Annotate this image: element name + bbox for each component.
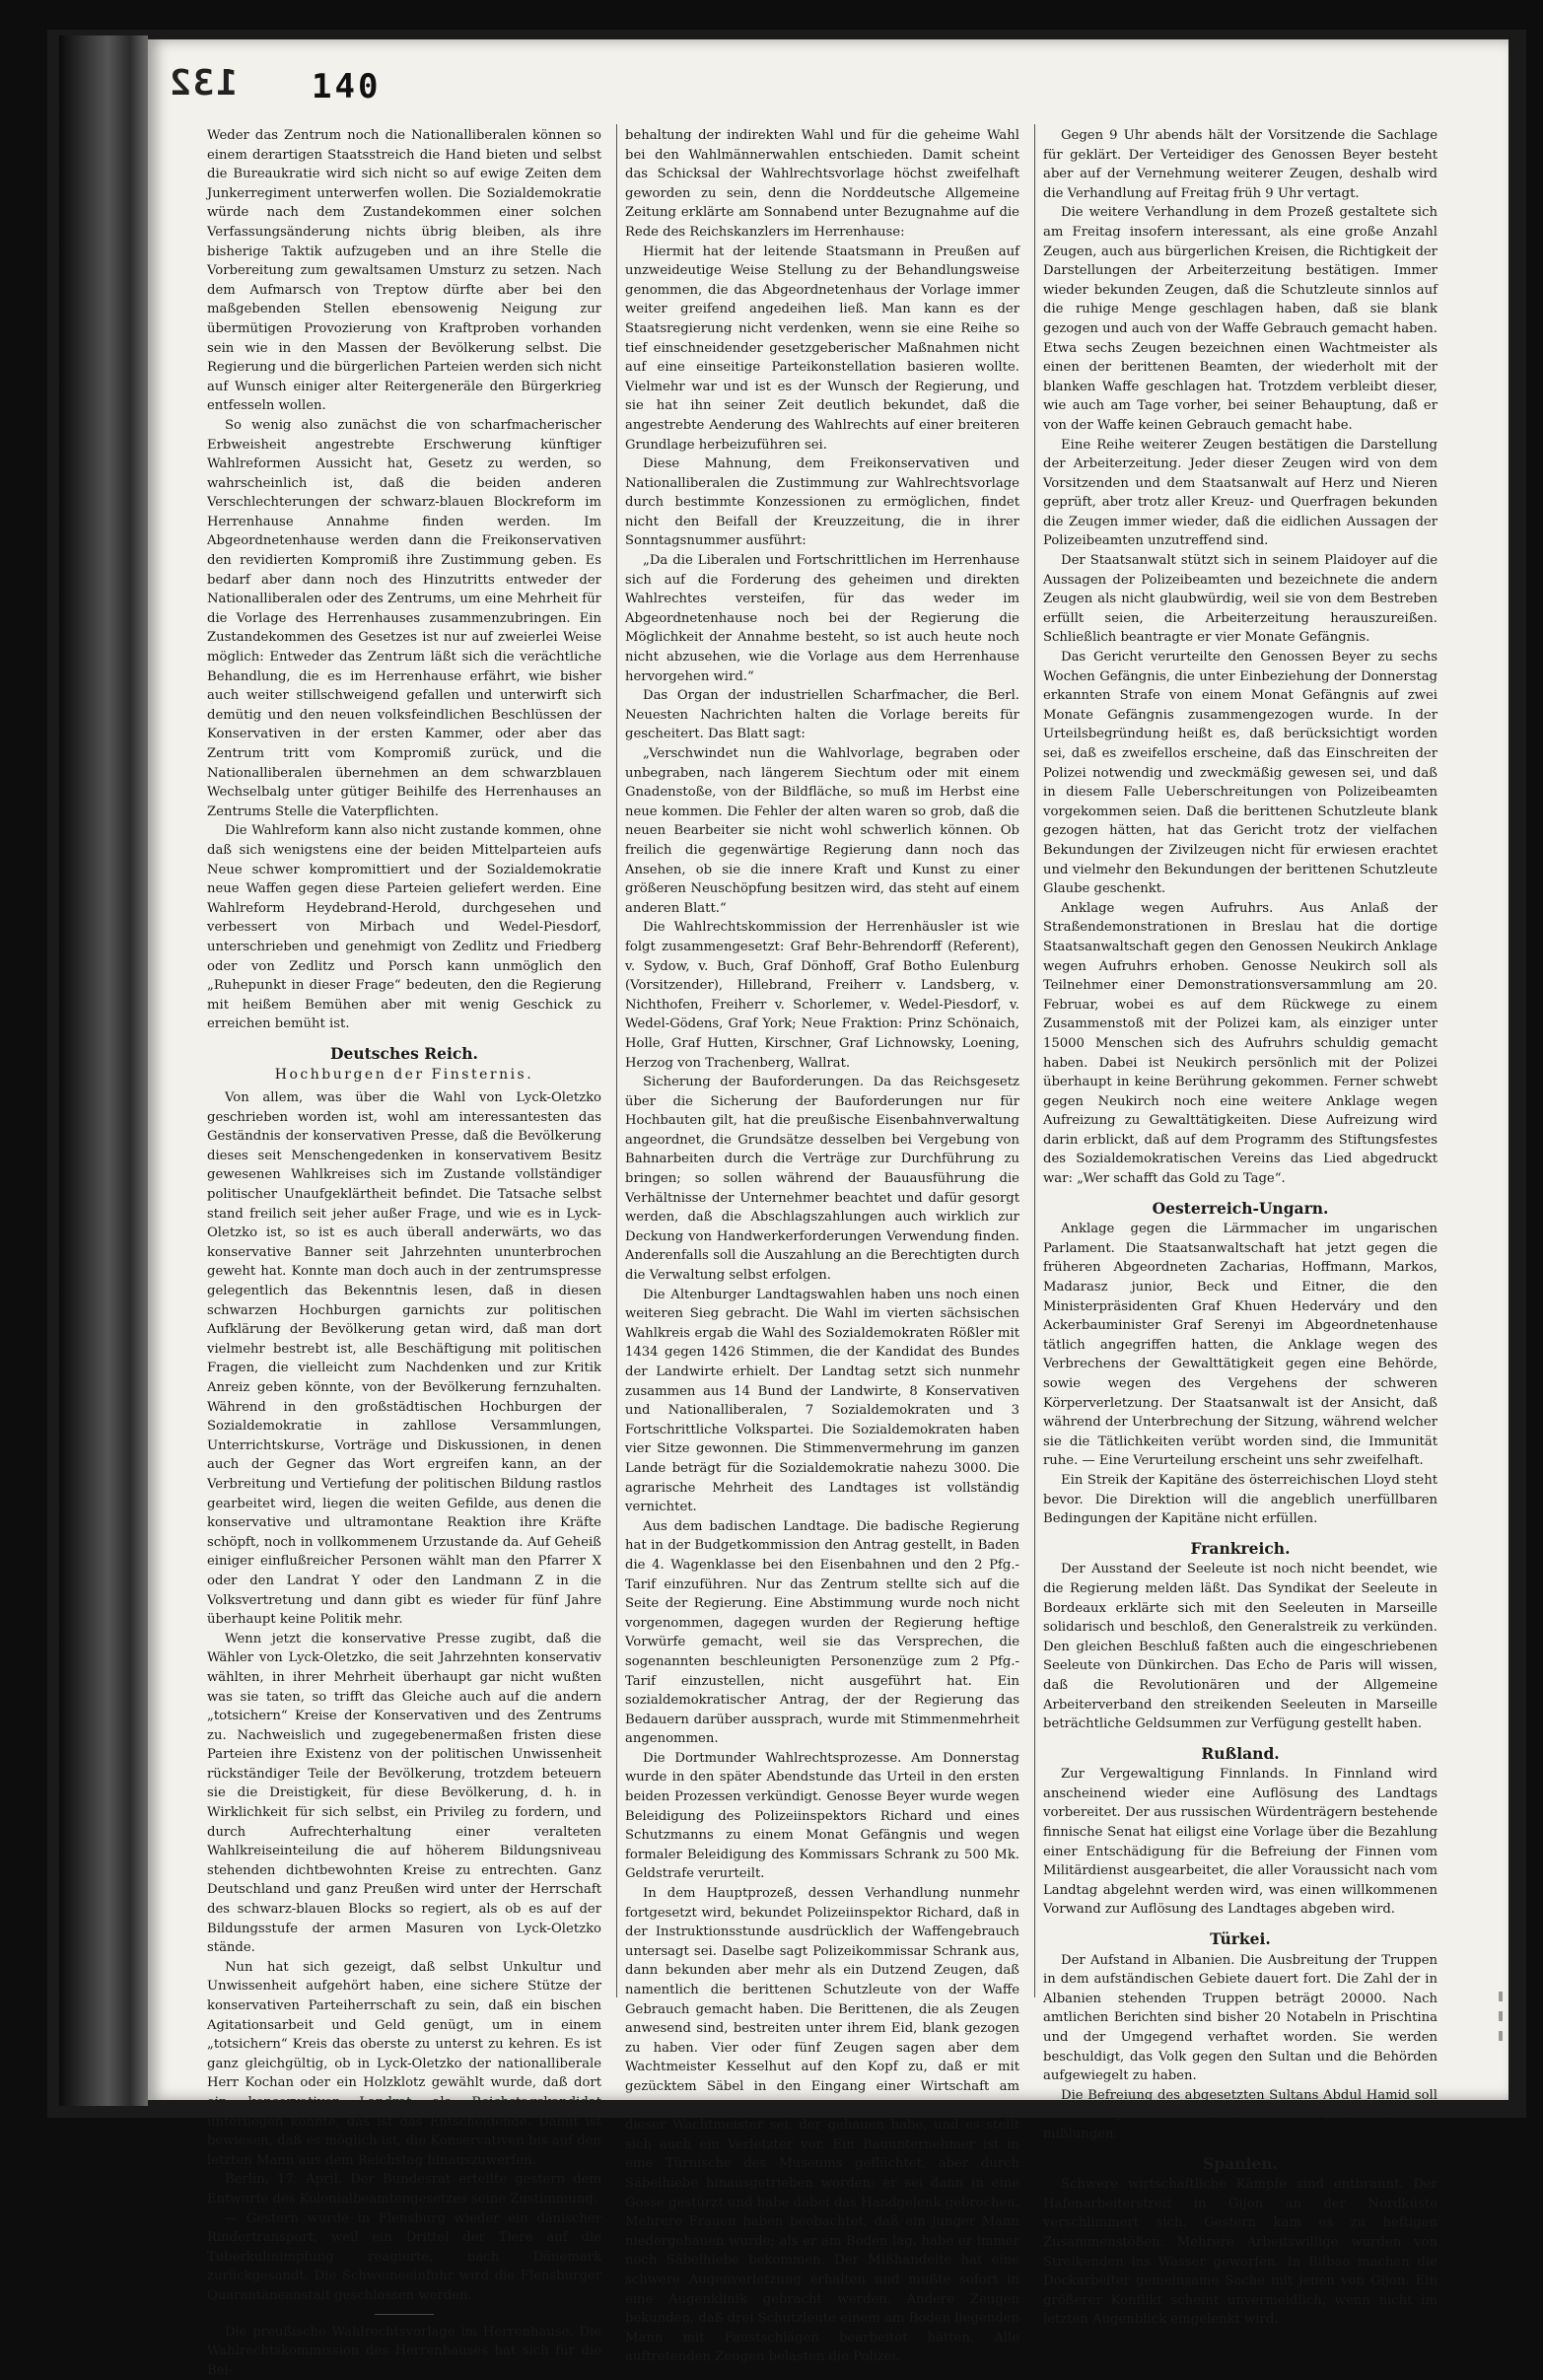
paragraph: Die Altenburger Landtagswahlen haben uns noch einen weiteren Sieg gebracht. Die Wahl im vierten sächsischen Wahlkreis ergab die Wahl des Sozialdemokraten Rößler mit 1434 gegen 1426 Stimmen, die der Kandidat des Bundes der Landwirte erhielt. Der Landtag setzt sich nunmehr zusammen aus 14 Bund der Landwirte, 8 Konservativen und Nationalliberalen, 7 Sozialdemokraten und 3 Fortschrittliche Volkspartei. Die Sozialdemokraten haben vier Sitze gewonnen. Die Stimmenvermehrung im ganzen Lande beträgt für die Sozialdemokratie nahezu 3000. Die agrarische Mehrheit des Landtages ist vollständig vernichtet. [625,1286,1019,1517]
previous-page-number: 132 [168,63,238,104]
paragraph: Weder das Zentrum noch die Nationalliberalen können so einem derartigen Staatsstreich die Hand bieten und selbst die Bureaukratie wird sich nicht so auf ewige Zeiten dem Junkerregiment unterwerfen wollen. Die Sozialdemokratie würde nach dem Zustandekommen einer solchen Verfassungsänderung nichts übrig bleiben, als ihre bisherige Taktik aufzugeben und an ihre Stelle die Vorbereitung zum gewaltsamen Umsturz zu setzen. Nach dem Aufmarsch von Treptow dürfte aber bei den maßgebenden Stellen ebensowenig Neigung zur übermütigen Provozierung von Kraftproben vorhanden sein wie in den Massen der Bevölkerung selbst. Die Regierung und die bürgerlichen Parteien werden sich nicht auf Wunsch einiger alter Reitergeneräle den Bürgerkrieg entfesseln wollen. [207,126,601,416]
section-heading-turkey: Türkei. [1043,1929,1438,1949]
quote-paragraph: „Verschwindet nun die Wahlvorlage, begraben oder unbegraben, nach längerem Siechtum oder mit einem Gnadenstoße, von der Bildfläche, so muß im Herbst eine neue kommen. Die Fehler der alten waren so grob, daß die neuen Bearbeiter sie nicht wohl schwerlich können. Ob freilich die gegenwärtige Regierung dann noch das Ansehen, ob sie die innere Kraft und Kunst zu einer größeren Neuschöpfung besitzen wird, das steht auf einem anderen Blatt.“ [625,744,1019,918]
paragraph: Aus dem badischen Landtage. Die badische Regierung hat in der Budgetkommission den Antrag gestellt, in Baden die 4. Wagenklasse bei den Eisenbahnen und den 2 Pfg.-Tarif einzuführen. Nur das Zentrum stellte sich auf die Seite der Regierung. Eine Abstimmung wurde noch nicht vorgenommen, dagegen wurden der Regierung heftige Vorwürfe gemacht, weil sie das Versprechen, die sogenannten beschleunigten Personenzüge zum 2 Pfg.-Tarif einzustellen, nicht ausgeführt hat. Ein sozialdemokratischer Antrag, der der Regierung das Bedauern darüber aussprach, wurde mit Stimmenmehrheit angenommen. [625,1517,1019,1749]
paragraph: Die Dortmunder Wahlrechtsprozesse. Am Donnerstag wurde in den später Abendstunde das Urteil in den ersten beiden Prozessen verkündigt. Genosse Beyer wurde wegen Beleidigung des Polizeiinspektors Richard und eines Schutzmanns zu einem Monat Gefängnis und wegen formaler Beleidigung des Kommissars Schrank zu 500 Mk. Geldstrafe verurteilt. [625,1749,1019,1884]
page-edge-mark [1499,2011,1503,2021]
paragraph: Die Wahlreform kann also nicht zustande kommen, ohne daß sich wenigstens eine der beiden Mittelparteien aufs Neue schwer kompromittiert und der Sozialdemokratie neue Waffen gegen diese Parteien geliefert werden. Eine Wahlreform Heydebrand-Herold, durchgesehen und verbessert von Mirbach und Wedel-Piesdorf, unterschrieben und genehmigt von Zedlitz und Friedberg oder von Zedlitz und Porsch kann unmöglich den „Ruhepunkt in dieser Frage“ bedeuten, den die Regierung mit heißem Bemühen aber mit wenig Geschick zu erreichen bemüht ist. [207,821,601,1034]
page-number: 140 [312,67,381,106]
column-3 [1043,126,1438,1990]
paragraph: behaltung der indirekten Wahl und für die geheime Wahl bei den Wahlmännerwahlen entschieden. Damit scheint das Schicksal der Wahlrechtsvorlage höchst zweifelhaft geworden zu sein, denn die Norddeutsche Allgemeine Zeitung erklärte am Sonnabend unter Bezugnahme auf die Rede des Reichskanzlers im Herrenhause: [625,126,1019,243]
quote-paragraph: „Da die Liberalen und Fortschrittlichen im Herrenhause sich auf die Forderung des geheimen und direkten Wahlrechtes versteifen, für das weder im Abgeordnetenhause noch bei der Regierung die Möglichkeit der Annahme besteht, so ist auch heute noch nicht abzusehen, wie die Vorlage aus dem Herrenhause hervorgehen wird.“ [625,551,1019,686]
paragraph: Die Befreiung des abgesetzten Sultans Abdul Hamid soll dieser Tage wieder versucht worden, aber sie ist mißlungen. [1043,2086,1438,2144]
paragraph: Berlin, 17. April. Der Bundesrat erteilte gestern dem Entwurfe des Kolonialbeamtengesetzes seine Zustimmung. [207,2170,601,2208]
page-edge-mark [1499,1992,1503,2001]
paragraph: Das Organ der industriellen Scharfmacher, die Berl. Neuesten Nachrichten halten die Vorlage bereits für gescheitert. Das Blatt sagt: [625,686,1019,744]
paragraph: In dem Hauptprozeß, dessen Verhandlung nunmehr fortgesetzt wird, bekundet Polizeiinspektor Richard, daß in der Instruktionsstunde ausdrücklich der Waffengebrauch untersagt sei. Daselbe sagt Polizeikommissar Schrank aus, dann bekunden aber mehr als ein Dutzend Zeugen, daß namentlich die berittenen Schutzleute von der Waffe Gebrauch gemacht haben. Die Berittenen, die als Zeugen anwesend sind, bestreiten unter ihrem Eid, blank gezogen zu haben. Vier oder fünf Zeugen sagen aber dem Wachtmeister Kesselhut auf den Kopf zu, daß er mit gezücktem Säbel in den Eingang einer Wirtschaft am Markt geritten sei. Sie bekunden auch, daß es gerade dieser Wachtmeister sei, der gehauen habe, und es stellt sich auch ein Verletzter vor. Ein Bauunternehmer ist in eine Türnische des Museums geflüchtet, aber durch Säbelhiebe hinausgetrieben worden; er sei dann in eine Gosse gestürzt und habe dabei das Handgelenk gebrochen. Mehrere Frauen haben beobachtet, daß ein junger Mann niedergehauen wurde; als er am Boden lag, habe er immer noch Säbelhiebe bekommen. Der Mißhandelte hat eine schwere Augenverletzung erhalten und mußte sofort in eine Augenklinik gebracht werden. Andere Zeugen bekunden, daß drei Schutzleute einem am Boden liegenden Mann mit Faustschlägen bearbeitet hätten. Alle auftretenden Zeugen belasten die Polizei. [625,1884,1019,2367]
quote-paragraph: Hiermit hat der leitende Staatsmann in Preußen auf unzweideutige Weise Stellung zu der Behandlungsweise genommen, die das Abgeordnetenhaus der Vorlage immer weiter greifend angedeihen ließ. Man kann es der Staatsregierung nicht verdenken, wenn sie eine Reihe so tief einschneidender gesetzgeberischer Maßnahmen nicht auf eine einseitige Parteikonstellation basieren wollte. Vielmehr war und ist es der Wunsch der Regierung, und sie hat ihn seiner Zeit deutlich bekundet, daß die angestrebte Aenderung des Wahlrechts auf einer breiteren Grundlage herbeizuführen sei. [625,243,1019,455]
section-heading-spain: Spanien. [1043,2154,1438,2174]
paragraph: Ein Streik der Kapitäne des österreichischen Lloyd steht bevor. Die Direktion will die angeblich unerfüllbaren Bedingungen der Kapitäne nicht erfüllen. [1043,1471,1438,1529]
paragraph: Der Aufstand in Albanien. Die Ausbreitung der Truppen in dem aufständischen Gebiete dauert fort. Die Zahl der in Albanien stehenden Truppen beträgt 20000. Nach amtlichen Berichten sind bisher 20 Notabeln in Prischtina und der Umgegend verhaftet worden. Sie werden beschuldigt, das Volk gegen den Sultan und die Behörden aufgewiegelt zu haben. [1043,1951,1438,2086]
column-2 [625,126,1019,1990]
paragraph: So wenig also zunächst die von scharfmacherischer Erbweisheit angestrebte Erschwerung künftiger Wahlreformen Aussicht hat, Gesetz zu werden, so wahrscheinlich ist, daß die beiden anderen Verschlechterungen der schwarz-blauen Blockreform im Herrenhause Annahme finden werden. Im Abgeordnetenhause werden dann die Freikonservativen den revidierten Kompromiß ihre Zustimmung geben. Es bedarf aber dann noch des Hinzutritts entweder der Nationalliberalen oder des Zentrums, um eine Mehrheit für die Vorlage des Herrenhauses zusammenzubringen. Ein Zustandekommen des Gesetzes ist nur auf zweierlei Weise möglich: Entweder das Zentrum läßt sich die verächtliche Behandlung, die es im Herrenhause erfährt, wie bisher auch weiter stillschweigend gefallen und unterwirft sich demütig und den neuen volksfeindlichen Beschlüssen der Konservativen in der ersten Kammer, oder aber das Zentrum tritt vom Kompromiß zurück, und die Nationalliberalen übernehmen an dem schwarzblauen Wechselbalg unter gütiger Beihilfe des Herrenhauses an Zentrums Stelle die Vaterpflichten. [207,416,601,821]
article-heading: Hochburgen der Finsternis. [207,1066,601,1085]
book-binding [59,35,148,2106]
divider [375,2314,434,2315]
column-1 [207,126,601,1990]
paragraph: Die preußische Wahlrechtsvorlage im Herrenhause. Die Wahlrechtskommission des Herrenhauses hat sich für die Bei- [207,2323,601,2380]
paragraph: — Gestern wurde in Flensburg wieder ein dänischer Rindertransport, weil ein Drittel der Tiere auf die Tuberkulinimpfung reagierte, nach Dänemark zurückgesandt. Die Schweineeinfuhr wird die Flensburger Quarantäneanstalt geschlossen werden. [207,2209,601,2306]
paragraph: Das Gericht verurteilte den Genossen Beyer zu sechs Wochen Gefängnis, die unter Einbeziehung der Donnerstag erkannten Strafe von einem Monat Gefängnis auf zwei Monate Gefängnis zusammengezogen wurde. In der Urteilsbegründung heißt es, daß berücksichtigt worden sei, daß es zweifellos erscheine, daß das Einschreiten der Polizei notwendig und zweckmäßig gewesen sei, und daß in diesem Falle Ueberschreitungen von Polizeibeamten vorgekommen seien. Daß die berittenen Schutzleute blank gezogen hätten, hat das Gericht trotz der vielfachen Bekundungen der Zivilzeugen nicht für erwiesen erachtet und vielmehr den Bekundungen der berittenen Schutzleute Glaube geschenkt. [1043,648,1438,899]
paragraph: Gegen 9 Uhr abends hält der Vorsitzende die Sachlage für geklärt. Der Verteidiger des Genossen Beyer besteht aber auf der Vernehmung weiterer Zeugen, deshalb wird die Verhandlung auf Freitag früh 9 Uhr vertagt. [1043,126,1438,203]
section-heading-austria: Oesterreich-Ungarn. [1043,1199,1438,1219]
paragraph: Die weitere Verhandlung in dem Prozeß gestaltete sich am Freitag insofern interessant, als eine große Anzahl Zeugen, auch aus bürgerlichen Kreisen, die Richtigkeit der Darstellungen der Arbeiterzeitung bestätigen. Immer wieder bekunden Zeugen, daß die Schutzleute sinnlos auf die ruhige Menge geschlagen haben, daß sie blank gezogen und auch von der Waffe Gebrauch gemacht haben. Etwa sechs Zeugen bezeichnen einen Wachtmeister als einen der berittenen Beamten, der wiederholt mit der blanken Waffe geschlagen hat. Trotzdem verbleibt dieser, wie auch am Tage vorher, bei seiner Behauptung, daß er von der Waffe keinen Gebrauch gemacht habe. [1043,203,1438,435]
paragraph: Der Ausstand der Seeleute ist noch nicht beendet, wie die Regierung melden läßt. Das Syndikat der Seeleute in Bordeaux erklärte sich mit den Seeleuten in Marseille solidarisch und beschloß, den Generalstreik zu verkünden. Den gleichen Beschluß faßten auch die eingeschriebenen Seeleute von Dünkirchen. Das Echo de Paris will wissen, daß die Revolutionären und der Allgemeine Arbeiterverband den streikenden Seeleuten in Marseille beträchtliche Geldsummen zur Verfügung gestellt haben. [1043,1560,1438,1733]
column-rule [1034,124,1035,1997]
paragraph: Eine Reihe weiterer Zeugen bestätigen die Darstellung der Arbeiterzeitung. Jeder dieser Zeugen wird von dem Vorsitzenden und dem Staatsanwalt auf Herz und Nieren geprüft, aber trotz aller Kreuz- und Querfragen bekunden die Zeugen immer wieder, daß die eidlichen Aussagen der Polizeibeamten unzutreffend sind. [1043,436,1438,552]
column-rule [616,124,617,1997]
paragraph: Schwere wirtschaftliche Kämpfe sind entbrannt. Der Hafenarbeiterstreit in Gijon an der Nordküste verschlimmert sich. Gestern kam es zu heftigen Zusammenstößen. Mehrere Arbeitswillige wurden von Streikenden ins Wasser geworfen. In Bilbao machen die Dockarbeiter gemeinsame Sache mit jenen von Gijon. Ein größerer Konflikt scheint unvermeidlich, wenn nicht im letzten Augenblick eingelenkt wird. [1043,2175,1438,2330]
paragraph: Wenn jetzt die konservative Presse zugibt, daß die Wähler von Lyck-Oletzko, die seit Jahrzehnten konservativ wählten, in ihrer Mehrheit überhaupt gar nicht wußten was sie taten, so trifft das Gleiche auch auf die andern „totsichern“ Kreise der Konservativen und des Zentrums zu. Nachweislich und zugegebenermaßen fristen diese Parteien ihre Existenz von der politischen Unwissenheit rückständiger Teile der Bevölkerung, trotzdem beteuern sie die Dreistigkeit, für diese Bevölkerung, d. h. in Wirklichkeit für sich selbst, ein Privileg zu fordern, und durch Aufrechterhaltung einer veralteten Wahlkreiseinteilung die auf höherem Bildungsniveau stehenden dichtbewohnten Kreise zu entrechten. Ganz Deutschland und ganz Preußen wird unter der Herrschaft des schwarz-blauen Blocks so regiert, als ob es auf der Bildungsstufe der armen Masuren von Lyck-Oletzko stände. [207,1630,601,1958]
paragraph: Von allem, was über die Wahl von Lyck-Oletzko geschrieben worden ist, wohl am interessantesten das Geständnis der konservativen Presse, daß die Bevölkerung dieses seit Menschengedenken in konservativem Besitz gewesenen Wahlkreises sich im Zustande vollständiger politischer Unaufgeklärtheit befindet. Die Tatsache selbst stand freilich seit jeher außer Frage, und wie es in Lyck-Oletzko ist, so ist es auch überall anderwärts, wo das konservative Banner seit Jahrzehnten ununterbrochen geweht hat. Konnte man doch auch in der zentrumspresse gelegentlich das Bekenntnis lesen, daß in diesen schwarzen Hochburgen garnichts zur politischen Aufklärung der Bevölkerung getan wird, daß man dort vielmehr bestrebt ist, alle Beschäftigung mit politischen Fragen, die vielleicht zum Nachdenken und zur Kritik Anreiz geben könnte, von der Bevölkerung fernzuhalten. Während in den großstädtischen Hochburgen der Sozialdemokratie in zahllose Versammlungen, Unterrichtskurse, Vorträge und Diskussionen, in denen auch der Gegner das Wort ergreifen kann, an der Verbreitung und Vertiefung der politischen Bildung rastlos gearbeitet wird, liegen die weiten Gefilde, aus denen die konservative und ultramontane Reaktion ihre Kräfte schöpft, noch in vollkommenem Urzustande da. Auf Geheiß einiger einflußreicher Personen wählt man den Pfarrer X oder den Landrat Y oder den Landmann Z in die Volksvertretung und dann gibt es wieder für fünf Jahre überhaupt keine Politik mehr. [207,1088,601,1630]
section-heading-russia: Rußland. [1043,1744,1438,1764]
paragraph: Anklage wegen Aufruhrs. Aus Anlaß der Straßendemonstrationen in Breslau hat die dortige Staatsanwaltschaft gegen den Genossen Neukirch Anklage wegen Aufruhrs erhoben. Genosse Neukirch soll als Teilnehmer einer Demonstrationsversammlung am 20. Februar, wobei es auf dem Rückwege zu einem Zusammenstoß mit der Polizei kam, als einziger unter 15000 Menschen sich des Aufruhrs schuldig gemacht haben. Dabei ist Neukirch persönlich mit der Polizei überhaupt in keine Berührung gekommen. Ferner schwebt gegen Neukirch noch eine weitere Anklage wegen Aufreizung zu Gewalttätigkeiten. Diese Aufreizung wird darin erblickt, daß auf dem Programm des Stiftungsfestes des Sozialdemokratischen Vereins das Lied abgedruckt war: „Wer schafft das Gold zu Tage“. [1043,899,1438,1189]
paragraph: Anklage gegen die Lärmmacher im ungarischen Parlament. Die Staatsanwaltschaft hat jetzt gegen die früheren Abgeordneten Zacharias, Hoffmann, Markos, Madarasz junior, Beck und Eitner, die den Ministerpräsidenten Graf Khuen Hederváry und den Ackerbauminister Graf Serenyi im Abgeordnetenhause tätlich angegriffen hatten, die Anklage wegen des Verbrechens der Gewalttätigkeit gegen eine Behörde, sowie wegen des Vergehens der schweren Körperverletzung. Der Staatsanwalt ist der Ansicht, daß während der Unterbrechung der Sitzung, während welcher sie die Tätlichkeiten verübt worden sind, die Immunität ruhe. — Eine Verurteilung erscheint uns sehr zweifelhaft. [1043,1220,1438,1471]
paragraph: Sicherung der Bauforderungen. Da das Reichsgesetz über die Sicherung der Bauforderungen nur für Hochbauten gilt, hat die preußische Eisenbahnverwaltung angeordnet, die Grundsätze desselben bei Vergebung von Bahnarbeiten durch die Verträge zur Durchführung zu bringen; so sollen während der Bauausführung die Verhältnisse der Unternehmer beachtet und dafür gesorgt werden, daß die Abschlagszahlungen auch wirklich zur Deckung von Handwerkerforderungen Verwendung finden. Anderenfalls soll die Auszahlung an die Berechtigten durch die Verwaltung selbst erfolgen. [625,1073,1019,1286]
paragraph: Der Staatsanwalt stützt sich in seinem Plaidoyer auf die Aussagen der Polizeibeamten und bezeichnete die andern Zeugen als nicht glaubwürdig, weil sie von dem Bestreben erfüllt seien, die Arbeiterzeitung herauszureißen. Schließlich beantragte er vier Monate Gefängnis. [1043,551,1438,648]
section-heading-france: Frankreich. [1043,1539,1438,1559]
paragraph: Die Wahlrechtskommission der Herrenhäusler ist wie folgt zusammengesetzt: Graf Behr-Behrendorff (Referent), v. Sydow, v. Buch, Graf Dönhoff, Graf Botho Eulenburg (Vorsitzender), Hillebrand, Freiherr v. Landsberg, v. Nichthofen, Freiherr v. Schorlemer, v. Wedel-Piesdorf, v. Wedel-Gödens, Graf York; Neue Fraktion: Prinz Schönaich, Holle, Graf Hutten, Kirschner, Graf Lichnowsky, Loening, Herzog von Trachenberg, Wallrat. [625,918,1019,1073]
paragraph: Diese Mahnung, dem Freikonservativen und Nationalliberalen die Zustimmung zur Wahlrechtsvorlage durch bestimmte Konzessionen zu ermöglichen, findet nicht den Beifall der Kreuzzeitung, die in ihrer Sonntagsnummer ausführt: [625,455,1019,551]
paragraph: Nun hat sich gezeigt, daß selbst Unkultur und Unwissenheit aufgehört haben, eine sichere Stütze der konservativen Parteiherrschaft zu sein, daß ein bischen Agitationsarbeit und Geld genügt, um in einem „totsichern“ Kreis das oberste zu unterst zu kehren. Es ist ganz gleichgültig, ob in Lyck-Oletzko der nationalliberale Herr Kochan oder ein Holzklotz gewählt wurde, daß dort ein konservativer Landrat als Reichstagskandidat unterliegen konnte, das ist das Entscheidende. Damit ist bewiesen, daß es möglich ist, die Konservativen bis auf den letzten Mann aus dem Reichstag hinauszuwerfen. [207,1958,601,2171]
section-heading: Deutsches Reich. [207,1044,601,1064]
paragraph: Zur Vergewaltigung Finnlands. In Finnland wird anscheinend wieder eine Auflösung des Landtags vorbereitet. Der aus russischen Würdenträgern bestehende finnische Senat hat eiligst eine Vorlage über die Bezahlung einer Entschädigung für die Befreiung der Finnen vom Militärdienst ausgearbeitet, die aller Voraussicht nach vom Landtag abgelehnt werden wird, was einen willkommenen Vorwand zur Auflösung des Landtages abgeben wird. [1043,1765,1438,1920]
page-edge-mark [1499,2031,1503,2041]
